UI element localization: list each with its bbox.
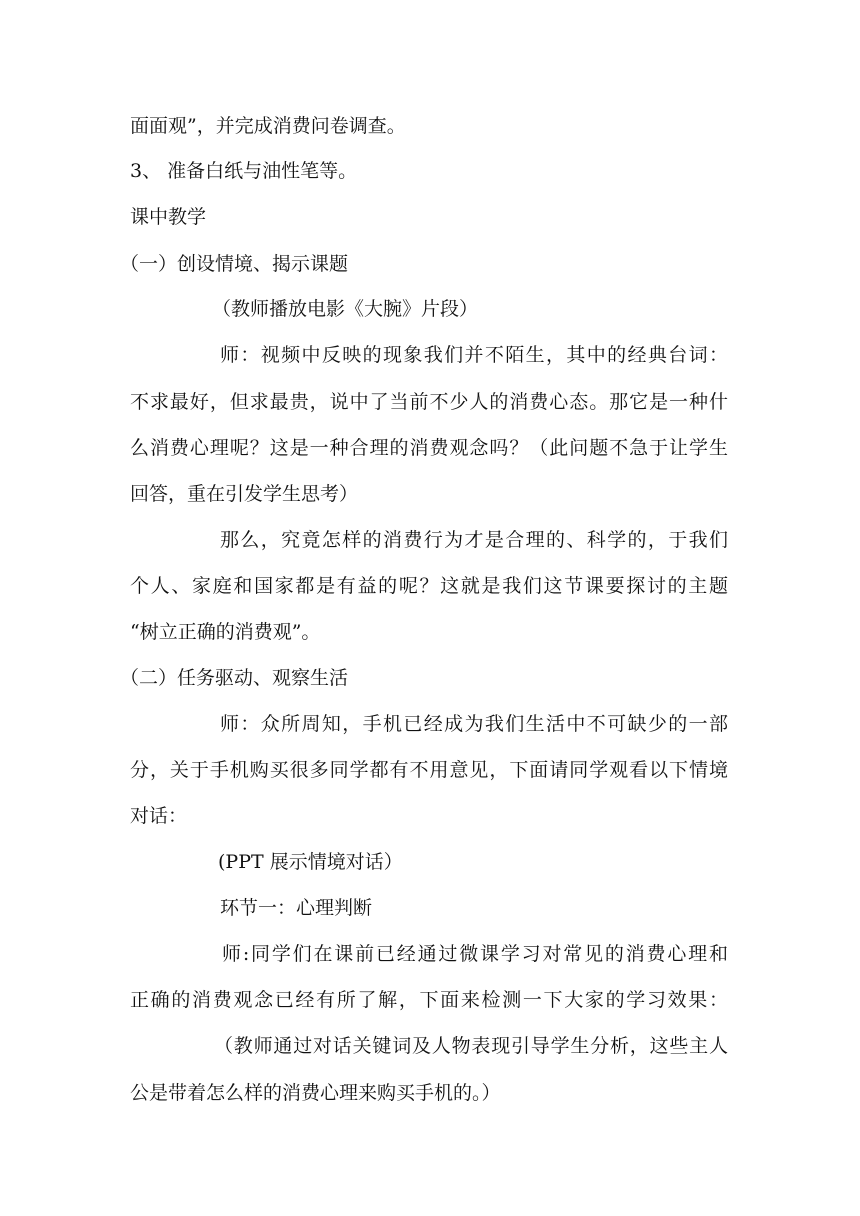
text-line-1: 面面观”，并完成消费问卷调查。: [130, 115, 406, 137]
text-line-6: 师：视频中反映的现象我们并不陌生，其中的经典台词：: [220, 344, 728, 366]
text-line-9: 回答，重在引发学生思考）: [130, 483, 359, 505]
text-line-20: 正确的消费观念已经有所了解，下面来检测一下大家的学习效果：: [130, 989, 728, 1011]
text-line-12: “树立正确的消费观”。: [130, 621, 321, 643]
text-line-21: （教师通过对话关键词及人物表现引导学生分析，这些主人: [214, 1035, 728, 1057]
text-line-8: 么消费心理呢？这是一种合理的消费观念吗？（此问题不急于让学生: [130, 437, 728, 459]
text-line-18: 环节一：心理判断: [220, 897, 373, 919]
text-line-15: 分，关于手机购买很多同学都有不用意见，下面请同学观看以下情境: [130, 759, 728, 781]
text-line-11: 个人、家庭和国家都是有益的呢？这就是我们这节课要探讨的主题: [130, 575, 728, 597]
text-line-16: 对话：: [130, 805, 188, 827]
text-line-5: （教师播放电影《大腕》片段）: [212, 298, 479, 320]
section-heading-in-class: 课中教学: [130, 206, 207, 228]
text-line-14: 师：众所周知，手机已经成为我们生活中不可缺少的一部: [220, 713, 728, 735]
text-line-19: 师:同学们在课前已经通过微课学习对常见的消费心理和: [222, 943, 728, 965]
text-line-22: 公是带着怎么样的消费心理来购买手机的。）: [130, 1082, 501, 1104]
subsection-heading-1: （一）创设情境、揭示课题: [120, 253, 349, 275]
text-line-17: (PPT 展示情境对话）: [218, 851, 403, 873]
subsection-heading-2: （二）任务驱动、观察生活: [120, 667, 349, 689]
text-line-10: 那么，究竟怎样的消费行为才是合理的、科学的，于我们: [220, 529, 728, 551]
text-line-2: 3、 准备白纸与油性笔等。: [130, 160, 358, 182]
text-line-7: 不求最好，但求最贵，说中了当前不少人的消费心态。那它是一种什: [130, 391, 728, 413]
